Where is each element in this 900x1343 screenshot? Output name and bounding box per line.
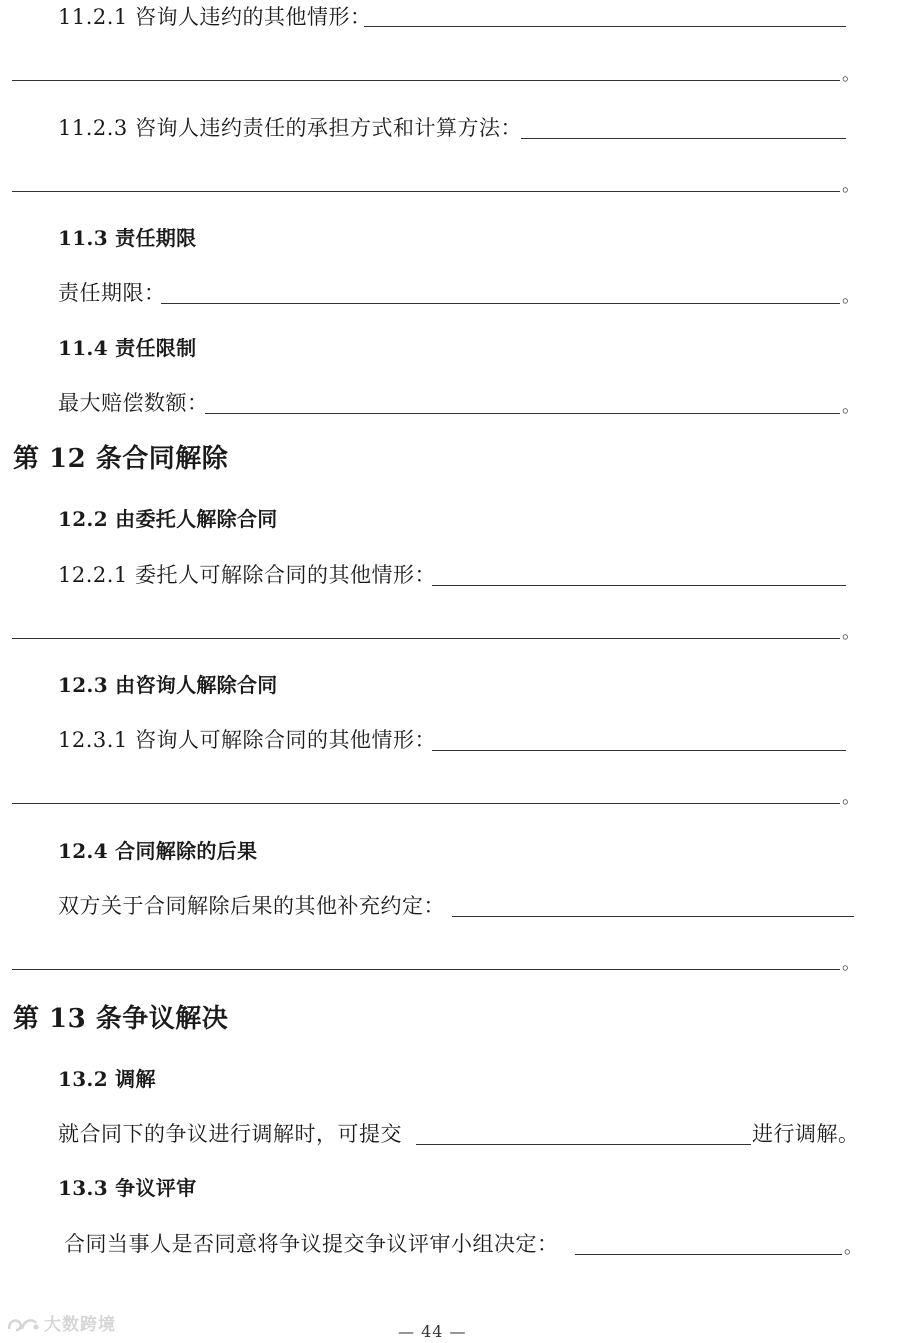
section-12-4-end-mark: 。 — [842, 953, 860, 974]
clause-11-2-3-end-mark: 。 — [842, 175, 860, 196]
clause-12-3-1-label: 12.3.1 咨询人可解除合同的其他情形： — [58, 728, 436, 752]
section-11-3-field-label: 责任期限： — [58, 281, 166, 305]
clause-11-2-1-label: 11.2.1 咨询人违约的其他情形： — [58, 5, 372, 29]
article-12-heading: 第 12 条合同解除 — [13, 444, 229, 474]
section-13-2-text-before: 就合同下的争议进行调解时，可提交 — [58, 1122, 402, 1146]
section-11-4-end-mark: 。 — [842, 396, 860, 417]
section-12-4-field-label: 双方关于合同解除后果的其他补充约定： — [58, 894, 445, 918]
clause-12-3-1-blank-line-2[interactable] — [12, 803, 840, 804]
clause-11-2-1-blank-line[interactable] — [364, 26, 846, 27]
section-12-4-blank-line-2[interactable] — [12, 969, 840, 970]
section-12-4-blank-line[interactable] — [452, 916, 854, 917]
section-13-3-field-label: 合同当事人是否同意将争议提交争议评审小组决定： — [64, 1232, 559, 1256]
section-11-4-field-label: 最大赔偿数额： — [58, 391, 209, 415]
clause-11-2-3-blank-line[interactable] — [521, 138, 846, 139]
clause-12-3-1-blank-line[interactable] — [432, 750, 846, 751]
article-13-heading: 第 13 条争议解决 — [13, 1004, 229, 1034]
clause-12-2-1-label: 12.2.1 委托人可解除合同的其他情形： — [58, 563, 436, 587]
clause-11-2-3-blank-line-2[interactable] — [12, 191, 840, 192]
section-13-2-text-after: 进行调解。 — [752, 1122, 860, 1146]
section-11-3-heading: 11.3 责任期限 — [58, 226, 197, 250]
section-12-2-heading: 12.2 由委托人解除合同 — [58, 507, 278, 531]
watermark-logo-icon — [6, 1315, 40, 1335]
section-13-2-blank-line[interactable] — [416, 1144, 751, 1145]
clause-11-2-1-end-mark: 。 — [842, 64, 860, 85]
section-11-3-end-mark: 。 — [842, 286, 860, 307]
clause-11-2-1-blank-line-2[interactable] — [12, 80, 840, 81]
section-11-3-blank-line[interactable] — [161, 303, 840, 304]
section-11-4-blank-line[interactable] — [205, 413, 840, 414]
clause-11-2-3-label: 11.2.3 咨询人违约责任的承担方式和计算方法： — [58, 116, 522, 140]
section-13-3-end-mark: 。 — [844, 1237, 862, 1258]
section-11-4-heading: 11.4 责任限制 — [58, 336, 197, 360]
section-13-3-heading: 13.3 争议评审 — [58, 1176, 197, 1200]
section-13-3-blank-line[interactable] — [575, 1254, 842, 1255]
clause-12-2-1-blank-line[interactable] — [432, 585, 846, 586]
clause-12-2-1-blank-line-2[interactable] — [12, 638, 840, 639]
page-number: — 44 — — [398, 1322, 467, 1341]
clause-12-2-1-end-mark: 。 — [842, 622, 860, 643]
section-13-2-heading: 13.2 调解 — [58, 1067, 156, 1091]
watermark — [6, 1315, 116, 1335]
watermark-text: 大数跨境 — [44, 1315, 116, 1335]
clause-12-3-1-end-mark: 。 — [842, 787, 860, 808]
section-12-4-heading: 12.4 合同解除的后果 — [58, 839, 258, 863]
section-12-3-heading: 12.3 由咨询人解除合同 — [58, 673, 278, 697]
